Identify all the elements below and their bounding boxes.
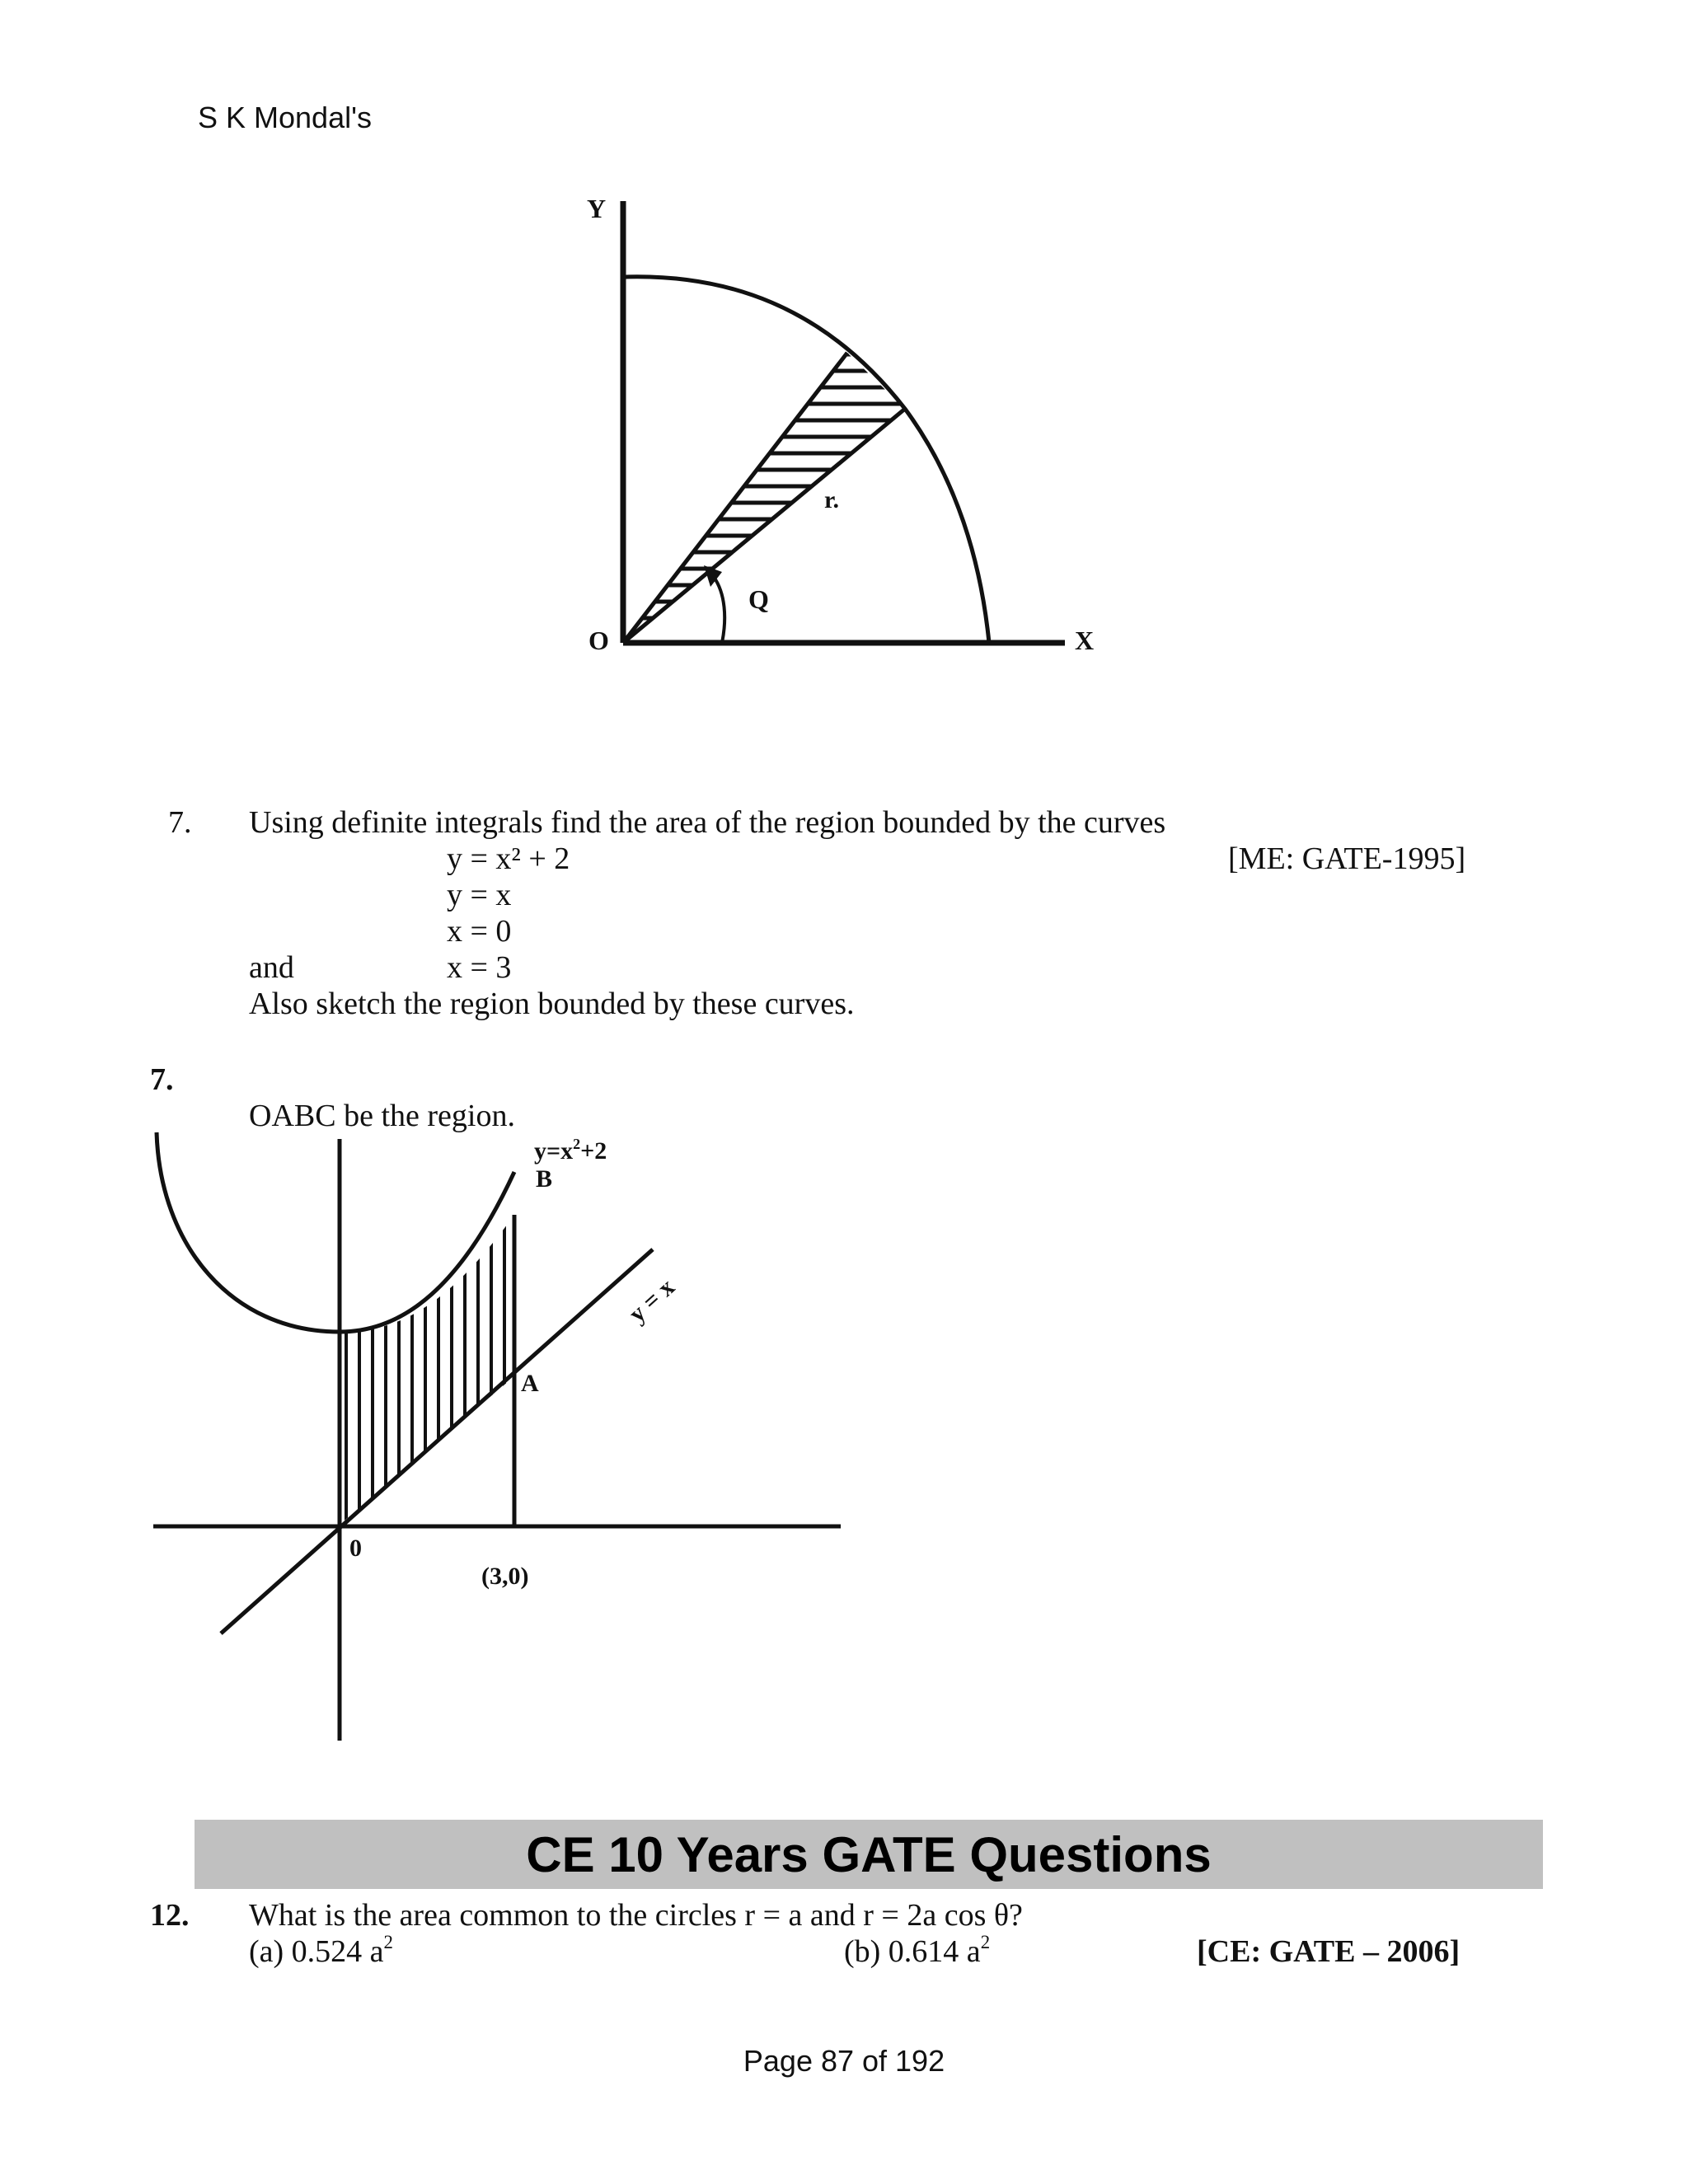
polar-area-figure <box>560 190 1104 668</box>
question-12-text: What is the area common to the circles r = a and r = 2a cos θ? <box>249 1898 1023 1933</box>
region-figure <box>148 1129 857 1747</box>
answer-7-text: OABC be the region. <box>249 1099 515 1133</box>
curve-1: y = x² + 2 <box>447 841 570 876</box>
origin-label: O <box>588 626 609 655</box>
question-7-closing: Also sketch the region bounded by these curves. <box>249 987 855 1021</box>
option-b: (b) 0.614 $a^2$ <box>844 1932 991 1969</box>
angle-arc <box>714 577 724 643</box>
page-number: Page 87 of 192 <box>743 2044 945 2078</box>
question-7-text: Using definite integrals find the area of the region bounded by the curves <box>249 805 1166 840</box>
region-hatching <box>346 1203 504 1533</box>
y-axis-label: Y <box>587 194 607 223</box>
answer-7-number: 7. <box>150 1062 174 1097</box>
option-a: (a) 0.524 $a^2$ <box>249 1932 393 1969</box>
point-30-label: (3,0) <box>481 1563 529 1590</box>
point-a-label: A <box>521 1370 539 1397</box>
origin-label: 0 <box>349 1535 362 1562</box>
curve-2: y = x <box>447 878 512 912</box>
page-header: S K Mondal's <box>198 101 372 134</box>
section-title: CE 10 Years GATE Questions <box>526 1826 1212 1882</box>
x-axis-label: X <box>1075 626 1095 655</box>
parabola-curve <box>157 1132 514 1332</box>
curve-3: x = 0 <box>447 914 512 949</box>
section-banner <box>195 1820 1543 1889</box>
curve-4: x = 3 <box>447 950 512 985</box>
radius-label: r. <box>824 486 840 513</box>
parabola-label: $y=x^2+2$ <box>534 1136 607 1165</box>
question-7-number: 7. <box>168 805 192 840</box>
point-b-label: B <box>536 1165 553 1193</box>
wedge-upper-side <box>623 353 847 643</box>
question-12-tag: [CE: GATE – 2006] <box>1197 1934 1461 1969</box>
quarter-curve <box>623 277 989 643</box>
angle-label: Q <box>748 584 769 614</box>
question-12-number: 12. <box>150 1898 190 1933</box>
and-label: and <box>249 950 294 985</box>
question-7-tag: [ME: GATE-1995] <box>1228 841 1466 876</box>
line-label: y = x <box>623 1273 680 1329</box>
